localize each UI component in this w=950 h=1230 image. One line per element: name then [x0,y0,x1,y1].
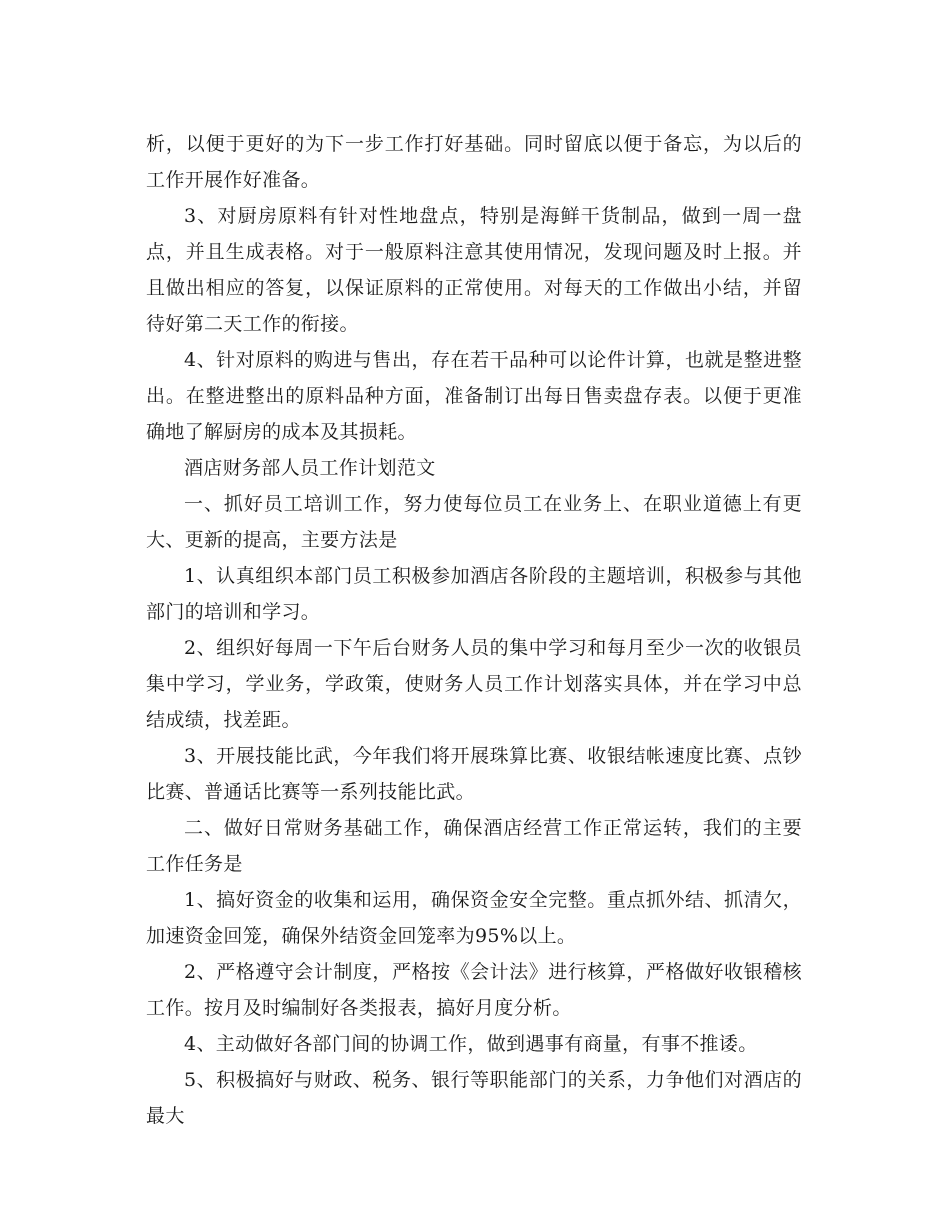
paragraph-item-2-accounting: 2、严格遵守会计制度，严格按《会计法》进行核算，严格做好收银稽核工作。按月及时编制好各类报表，搞好月度分析。 [146,961,802,1019]
paragraph-section-1: 一、抓好员工培训工作，努力使每位员工在业务上、在职业道德上有更大、更新的提高，主要方法是 [146,493,802,551]
paragraph-item-3-inventory: 3、对厨房原料有针对性地盘点，特别是海鲜干货制品，做到一周一盘点，并且生成表格。对于一般原料注意其使用情况，发现问题及时上报。并且做出相应的答复，以保证原料的正常使用。对每天的工作做出小结，并留待好第二天工作的衔接。 [146,205,802,335]
paragraph-item-4-purchase: 4、针对原料的购进与售出，存在若干品种可以论件计算，也就是整进整出。在整进整出的原料品种方面，准备制订出每日售卖盘存表。以便于更准确地了解厨房的成本及其损耗。 [146,349,802,443]
paragraph-item-2-study: 2、组织好每周一下午后台财务人员的集中学习和每月至少一次的收银员集中学习，学业务，学政策，使财务人员工作计划落实具体，并在学习中总结成绩，找差距。 [146,637,802,731]
paragraph-continuation: 析，以便于更好的为下一步工作打好基础。同时留底以便于备忘，为以后的工作开展作好准备。 [146,133,802,191]
paragraph-section-2: 二、做好日常财务基础工作，确保酒店经营工作正常运转，我们的主要工作任务是 [146,817,802,875]
section-heading: 酒店财务部人员工作计划范文 [184,457,436,479]
paragraph-item-4-coordination: 4、主动做好各部门间的协调工作，做到遇事有商量，有事不推诿。 [184,1033,758,1055]
document-body [146,126,802,1134]
paragraph-item-3-competition: 3、开展技能比武，今年我们将开展珠算比赛、收银结帐速度比赛、点钞比赛、普通话比赛等一系列技能比武。 [146,745,802,803]
paragraph-item-5-relations: 5、积极搞好与财政、税务、银行等职能部门的关系，力争他们对酒店的最大 [146,1069,802,1127]
paragraph-item-1-funds: 1、搞好资金的收集和运用，确保资金安全完整。重点抓外结、抓清欠，加速资金回笼，确保外结资金回笼率为95%以上。 [146,889,802,947]
paragraph-item-1-training: 1、认真组织本部门员工积极参加酒店各阶段的主题培训，积极参与其他部门的培训和学习。 [146,565,802,623]
